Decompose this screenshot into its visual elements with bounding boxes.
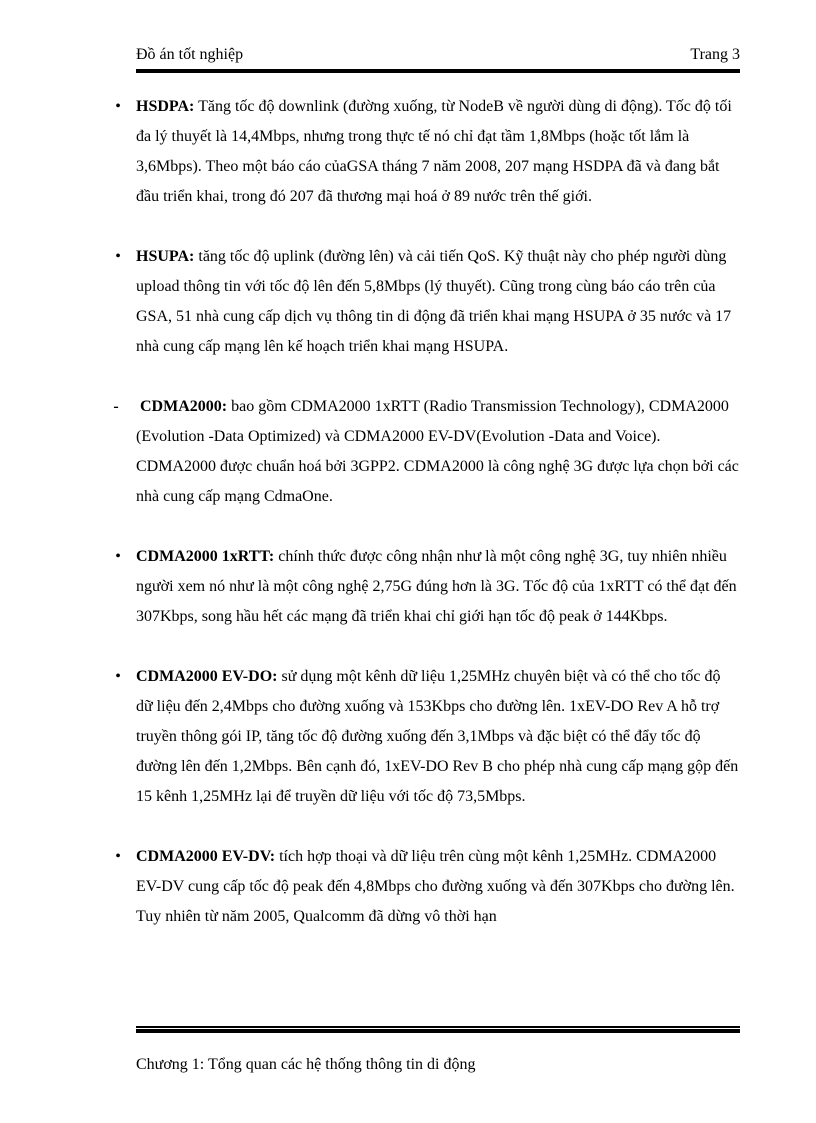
footer-divider-thick (136, 1029, 740, 1033)
term-description: Tăng tốc độ downlink (đường xuống, từ NodeB về người dùng di động). Tốc độ tối đa lý thuyết là 14,4Mbps, nhưng trong thực tế nó chỉ đạt tầm 1,8Mbps (hoặc tốt lắm là 3,6Mbps). Theo một báo cáo củaGSA tháng 7 năm 2008, 207 mạng HSDPA đã và đang bắt đầu triển khai, trong đó 207 đã thương mại hoá ở 89 nước trên thế giới. (136, 98, 732, 205)
term-description: tích hợp thoại và dữ liệu trên cùng một kênh 1,25MHz. CDMA2000 EV-DV cung cấp tốc độ peak đến 4,8Mbps cho đường xuống và đến 307Kbps cho đường lên. Tuy nhiên từ năm 2005, Qualcomm đã dừng vô thời hạn (136, 848, 735, 925)
list-item-body (136, 392, 740, 512)
bullet-icon: • (115, 548, 121, 565)
footer-divider-thin (136, 1026, 740, 1028)
header-divider (136, 69, 740, 73)
list-item-hsdpa (115, 92, 740, 212)
list-item-body (136, 92, 740, 212)
term-description: bao gồm CDMA2000 1xRTT (Radio Transmission Technology), CDMA2000 (Evolution -Data Optimized) và CDMA2000 EV-DV(Evolution -Data and Voice). CDMA2000 được chuẩn hoá bởi 3GPP2. CDMA2000 là công nghệ 3G được lựa chọn bởi các nhà cung cấp mạng CdmaOne. (136, 398, 739, 505)
footer-divider (136, 1026, 740, 1033)
bullet-icon: • (115, 98, 121, 115)
document-title: Đồ án tốt nghiệp (136, 46, 244, 63)
list-item-body (136, 242, 740, 362)
term-label: CDMA2000: (140, 398, 228, 415)
chapter-footer: Chương 1: Tổng quan các hệ thống thông tin di động (136, 1056, 476, 1073)
term-label: CDMA2000 EV-DV: (136, 848, 276, 865)
list-item-hsupa (115, 242, 740, 362)
term-label: CDMA2000 EV-DO: (136, 668, 278, 685)
bullet-icon: • (115, 848, 121, 865)
list-item-cdma2000-1xrtt (115, 542, 740, 632)
term-label: HSDPA: (136, 98, 195, 115)
bullet-icon: • (115, 248, 121, 265)
term-description: sử dụng một kênh dữ liệu 1,25MHz chuyên biệt và có thể cho tốc độ dữ liệu đến 2,4Mbps cho đường xuống và 153Kbps cho đường lên. 1xEV-DO Rev A hỗ trợ truyền thông gói IP, tăng tốc độ đường xuống đến 3,1Mbps và đặc biệt có thể đẩy tốc độ đường lên đến 1,2Mbps. Bên cạnh đó, 1xEV-DO Rev B cho phép nhà cung cấp mạng gộp đến 15 kênh 1,25MHz lại để truyền dữ liệu với tốc độ 73,5Mbps. (136, 668, 739, 805)
list-item-body (136, 662, 740, 812)
page-header (136, 46, 740, 68)
page-body (113, 92, 740, 932)
list-item-cdma2000 (113, 392, 740, 512)
list-item-cdma2000-ev-do (115, 662, 740, 812)
list-item-body (136, 542, 740, 632)
dash-icon: - (113, 398, 119, 415)
term-description: tăng tốc độ uplink (đường lên) và cải tiến QoS. Kỹ thuật này cho phép người dùng upload thông tin với tốc độ lên đến 5,8Mbps (lý thuyết). Cũng trong cùng báo cáo trên của GSA, 51 nhà cung cấp dịch vụ thông tin di động đã triển khai mạng HSUPA ở 35 nước và 17 nhà cung cấp mạng lên kế hoạch triển khai mạng HSUPA. (136, 248, 732, 355)
page-number: Trang 3 (690, 46, 740, 63)
term-description: chính thức được công nhận như là một công nghệ 3G, tuy nhiên nhiều người xem nó như là một công nghệ 2,75G đúng hơn là 3G. Tốc độ của 1xRTT có thể đạt đến 307Kbps, song hầu hết các mạng đã triển khai chỉ giới hạn tốc độ peak ở 144Kbps. (136, 548, 737, 625)
term-label: HSUPA: (136, 248, 195, 265)
bullet-icon: • (115, 668, 121, 685)
list-item-body (136, 842, 740, 932)
list-item-cdma2000-ev-dv (115, 842, 740, 932)
term-label: CDMA2000 1xRTT: (136, 548, 275, 565)
